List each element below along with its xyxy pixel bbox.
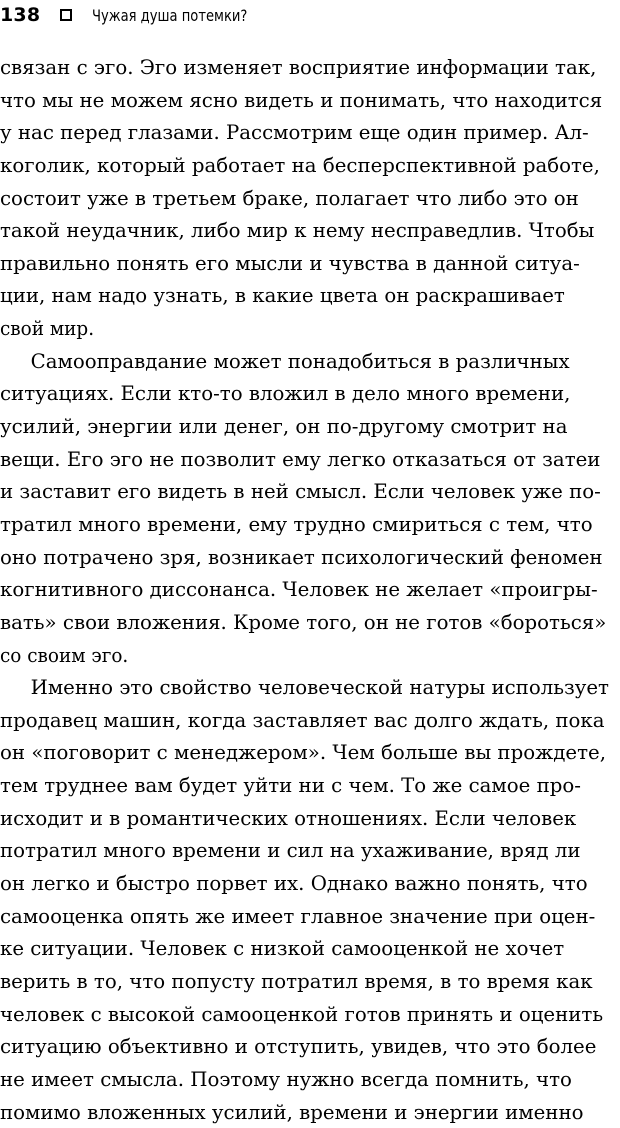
text-line: оно потрачено зря, возникает психологический феномен (0, 541, 612, 574)
text-line: самооценка опять же имеет главное значение при оцен- (0, 900, 612, 933)
text-line: человек с высокой самооценкой готов принять и оценить (0, 998, 612, 1031)
text-line: верить в то, что попусту потратил время, в то время как (0, 965, 612, 998)
text-line: ситуациях. Если кто-то вложил в дело много времени, (0, 377, 612, 410)
text-line: у нас перед глазами. Рассмотрим еще один пример. Ал- (0, 116, 612, 149)
text-line: свой мир. (0, 312, 570, 345)
chapter-title: Чужая душа потемки? (92, 6, 247, 25)
paragraph-first-line: Самооправдание может понадобиться в различных (0, 345, 612, 378)
text-line: не имеет смысла. Поэтому нужно всегда помнить, что (0, 1063, 612, 1096)
text-line: такой неудачник, либо мир к нему несправедлив. Чтобы (0, 214, 612, 247)
text-line: правильно понять его мысли и чувства в данной ситуа- (0, 247, 612, 280)
text-line: вещи. Его эго не позволит ему легко отказаться от затеи (0, 443, 612, 476)
text-line: связан с эго. Эго изменяет восприятие информации так, (0, 51, 612, 84)
text-line: ке ситуации. Человек с низкой самооценкой не хочет (0, 932, 612, 965)
text-line: что мы не можем ясно видеть и понимать, что находится (0, 84, 612, 117)
text-line: со своим эго. (0, 639, 570, 672)
body-text (0, 51, 620, 1128)
text-line: помимо вложенных усилий, времени и энергии именно (0, 1096, 612, 1128)
text-line: он легко и быстро порвет их. Однако важно понять, что (0, 867, 612, 900)
page-number: 138 (0, 4, 40, 26)
text-line: усилий, энергии или денег, он по-другому смотрит на (0, 410, 612, 443)
text-line: исходит и в романтических отношениях. Если человек (0, 802, 612, 835)
text-line: тратил много времени, ему трудно смириться с тем, что (0, 508, 612, 541)
text-line: когнитивного диссонанса. Человек не желает «проигры- (0, 573, 612, 606)
text-line: состоит уже в третьем браке, полагает что либо это он (0, 182, 612, 215)
text-line: потратил много времени и сил на ухаживание, вряд ли (0, 834, 612, 867)
paragraph-first-line: Именно это свойство человеческой натуры использует (0, 671, 612, 704)
square-bullet-icon (60, 9, 72, 21)
text-line: и заставит его видеть в ней смысл. Если человек уже по- (0, 475, 612, 508)
text-line: коголик, который работает на бесперспективной работе, (0, 149, 612, 182)
running-header (0, 0, 282, 30)
text-line: продавец машин, когда заставляет вас долго ждать, пока (0, 704, 612, 737)
text-line: вать» свои вложения. Кроме того, он не готов «бороться» (0, 606, 612, 639)
text-line: тем труднее вам будет уйти ни с чем. То же самое про- (0, 769, 612, 802)
text-line: ситуацию объективно и отступить, увидев, что это более (0, 1030, 612, 1063)
text-line: он «поговорит с менеджером». Чем больше вы прождете, (0, 736, 612, 769)
text-line: ции, нам надо узнать, в какие цвета он раскрашивает (0, 279, 612, 312)
